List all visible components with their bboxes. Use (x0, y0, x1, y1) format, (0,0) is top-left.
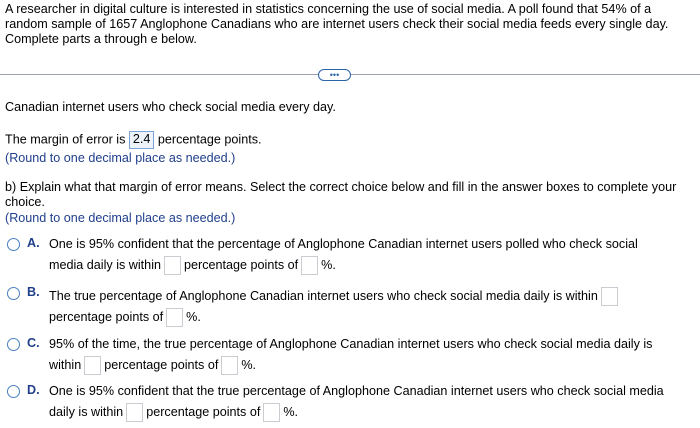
choice-b-text-1: The true percentage of Anglophone Canadian internet users who check social media daily is within (49, 288, 598, 303)
margin-of-error-answer[interactable]: 2.4 (129, 131, 155, 149)
choice-a-line-1: One is 95% confident that the percentage of Anglophone Canadian internet users polled who check social (49, 237, 638, 251)
margin-prefix: The margin of error is (5, 132, 126, 147)
choice-d-text-a: daily is within (49, 404, 124, 419)
choice-d-text-b: percentage points of (146, 404, 261, 419)
choice-a-letter: A. (27, 236, 40, 250)
choice-a-box-2[interactable] (301, 256, 318, 275)
choice-c-line-2 (49, 356, 256, 375)
choice-b-box-2[interactable] (166, 308, 183, 327)
choice-a-box-1[interactable] (164, 256, 181, 275)
margin-suffix: percentage points. (157, 132, 262, 147)
choice-b-line-1 (49, 287, 621, 306)
choice-c-text-c: %. (241, 357, 257, 372)
choice-d-line-2 (49, 403, 298, 422)
choice-b-box-1[interactable] (601, 287, 618, 306)
margin-of-error-line (5, 131, 262, 149)
choice-b-line-2 (49, 308, 201, 327)
choice-d-letter: D. (27, 383, 40, 397)
choice-d-line-1: One is 95% confident that the true percentage of Anglophone Canadian internet users who check social media (49, 384, 664, 398)
choice-d-radio[interactable] (7, 385, 20, 398)
choice-c-text-b: percentage points of (104, 357, 219, 372)
part-b-hint: (Round to one decimal place as needed.) (5, 211, 236, 225)
choice-c-box-1[interactable] (84, 356, 101, 375)
choice-a-line-2 (49, 256, 336, 275)
choice-a-text-c: %. (321, 257, 336, 272)
choice-d-text-c: %. (283, 404, 299, 419)
margin-hint: (Round to one decimal place as needed.) (5, 151, 236, 165)
part-b-line-2: choice. (5, 195, 45, 209)
choice-a-radio[interactable] (7, 238, 20, 251)
show-more-button[interactable]: ••• (318, 69, 351, 81)
intro-line-3: Complete parts a through e below. (5, 32, 197, 46)
choice-b-text-c: %. (186, 309, 201, 324)
choice-a-text-b: percentage points of (184, 257, 299, 272)
choice-d-box-1[interactable] (126, 403, 143, 422)
choice-c-radio[interactable] (7, 338, 20, 351)
choice-b-letter: B. (27, 285, 40, 299)
context-line: Canadian internet users who check social media every day. (5, 100, 336, 114)
intro-line-2: random sample of 1657 Anglophone Canadians who are internet users check their social media feeds every single day. (5, 17, 669, 31)
choice-c-letter: C. (27, 336, 40, 350)
choice-a-text-a: media daily is within (49, 257, 161, 272)
choice-c-line-1: 95% of the time, the true percentage of Anglophone Canadian internet users who check social media daily is (49, 337, 653, 351)
choice-b-radio[interactable] (7, 287, 20, 300)
choice-d-box-2[interactable] (263, 403, 280, 422)
part-b-line-1: b) Explain what that margin of error means. Select the correct choice below and fill in the answer boxes to complete your (5, 180, 677, 194)
choice-b-text-b: percentage points of (49, 309, 164, 324)
choice-c-box-2[interactable] (221, 356, 238, 375)
intro-line-1: A researcher in digital culture is interested in statistics concerning the use of social media. A poll found that 54% of a (5, 2, 652, 16)
choice-c-text-a: within (49, 357, 82, 372)
